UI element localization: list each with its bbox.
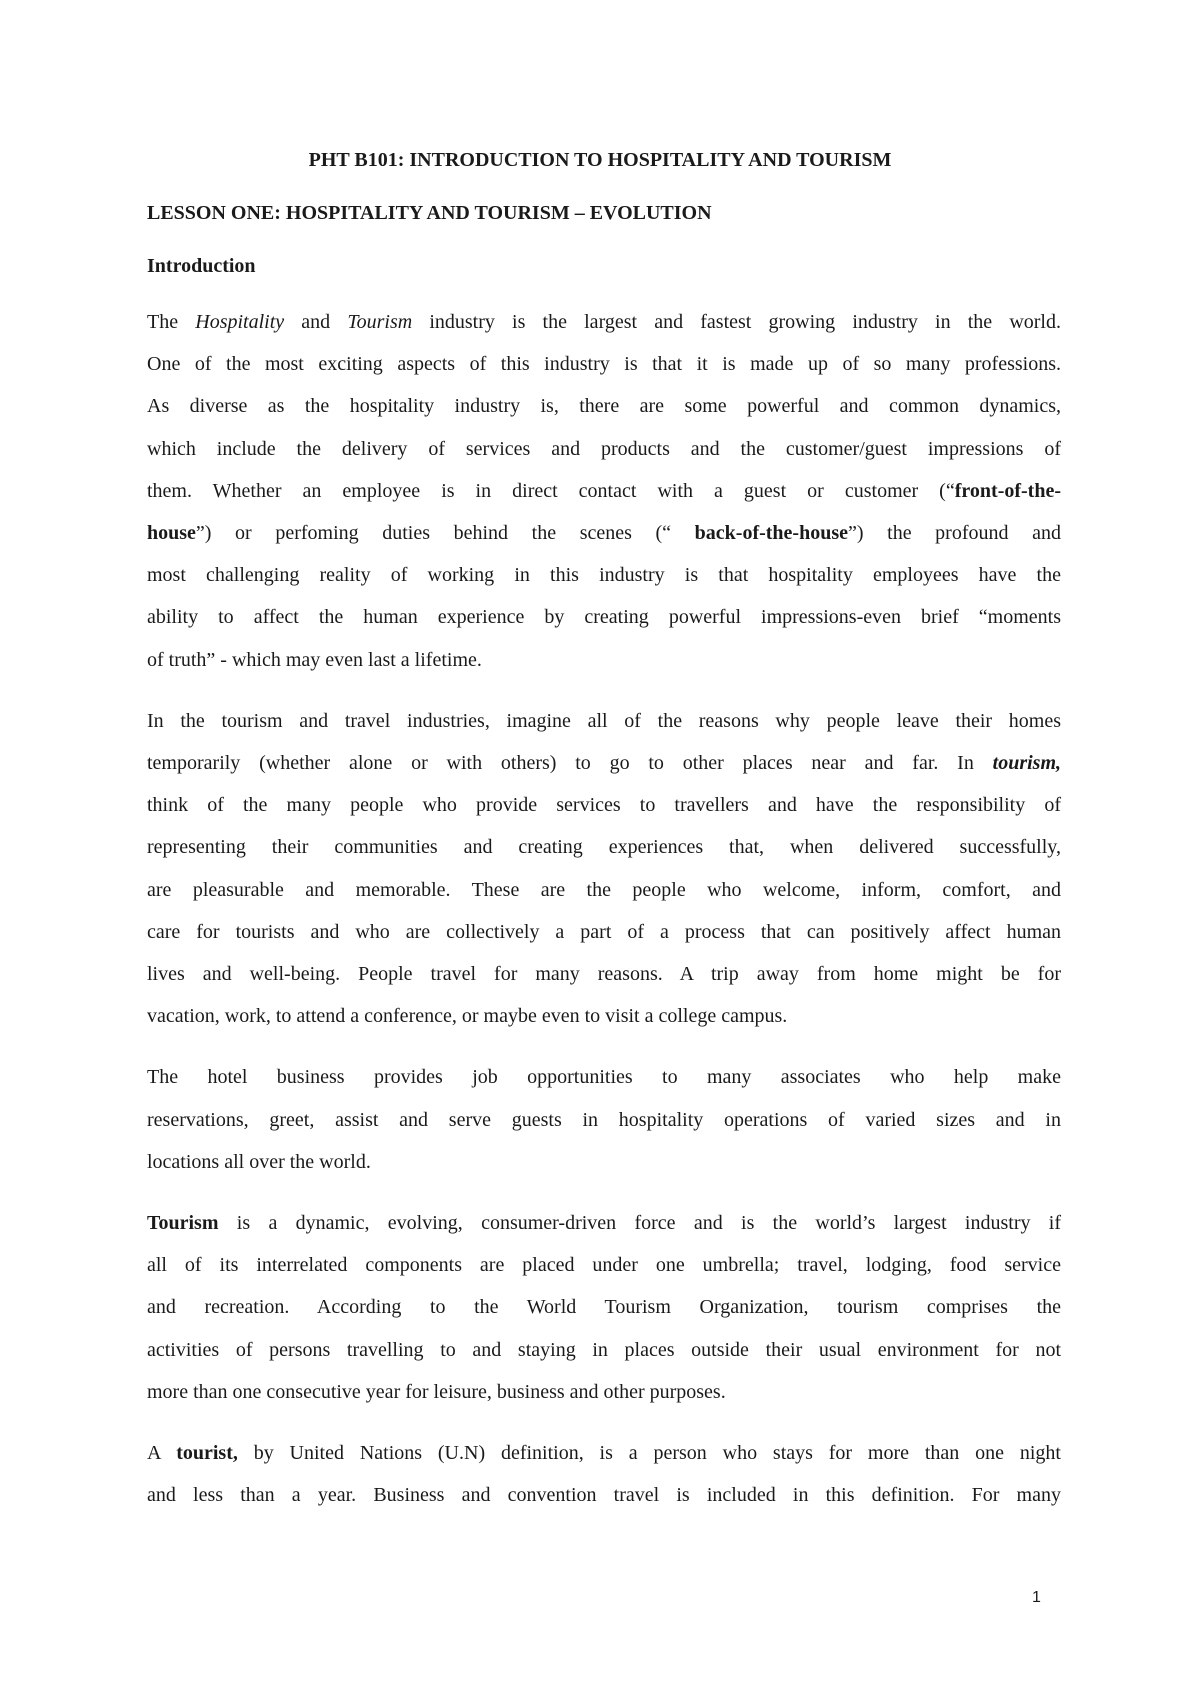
text-line: ability to affect the human experience by creating powerful impressions-even brief “moments	[147, 606, 1061, 629]
text-line: care for tourists and who are collectively a part of a process that can positively affect human	[147, 920, 1061, 943]
text-line: most challenging reality of working in this industry is that hospitality employees have the	[147, 564, 1061, 587]
text-line: In the tourism and travel industries, imagine all of the reasons why people leave their homes	[147, 709, 1061, 732]
text-line: them. Whether an employee is in direct contact with a guest or customer (“front-of-the-	[147, 479, 1061, 502]
page-number: 1	[1032, 1589, 1041, 1606]
text-line: and recreation. According to the World Tourism Organization, tourism comprises the	[147, 1296, 1061, 1319]
text-line: reservations, greet, assist and serve guests in hospitality operations of varied sizes and in	[147, 1108, 1061, 1131]
italic-term: Hospitality	[195, 311, 285, 333]
paragraph-4	[147, 1202, 1061, 1413]
paragraph-3	[147, 1056, 1061, 1183]
text-line: more than one consecutive year for leisure, business and other purposes.	[147, 1380, 726, 1403]
bold-term: tourist,	[176, 1442, 238, 1465]
bold-term: house	[147, 522, 196, 545]
text-line: The Hospitality and Tourism industry is the largest and fastest growing industry in the world.	[147, 311, 1061, 333]
section-heading: Introduction	[147, 255, 256, 277]
text-line: are pleasurable and memorable. These are the people who welcome, inform, comfort, and	[147, 878, 1061, 901]
text-line: vacation, work, to attend a conference, or maybe even to visit a college campus.	[147, 1005, 788, 1028]
italic-term: Tourism	[347, 311, 413, 333]
bold-italic-term: tourism,	[992, 752, 1061, 775]
lesson-heading: LESSON ONE: HOSPITALITY AND TOURISM – EVOLUTION	[147, 202, 712, 224]
text-line: house”) or perfoming duties behind the scenes (“ back-of-the-house”) the profound and	[147, 522, 1061, 545]
body-text	[147, 301, 1061, 1535]
text-line: As diverse as the hospitality industry is, there are some powerful and common dynamics,	[147, 395, 1061, 418]
text-line: A tourist, by United Nations (U.N) definition, is a person who stays for more than one night	[147, 1442, 1061, 1465]
text-line: activities of persons travelling to and staying in places outside their usual environment for not	[147, 1338, 1061, 1361]
document-title: PHT B101: INTRODUCTION TO HOSPITALITY AND TOURISM	[308, 149, 892, 171]
text-line: One of the most exciting aspects of this industry is that it is made up of so many professions.	[147, 353, 1061, 376]
text-line: Tourism is a dynamic, evolving, consumer-driven force and is the world’s largest industry if	[147, 1212, 1061, 1235]
bold-term: Tourism	[147, 1212, 219, 1235]
text-line: representing their communities and creating experiences that, when delivered successfully,	[147, 836, 1061, 859]
text-line: lives and well-being. People travel for many reasons. A trip away from home might be for	[147, 963, 1061, 986]
text-line: locations all over the world.	[147, 1150, 371, 1173]
text-line: and less than a year. Business and convention travel is included in this definition. For many	[147, 1484, 1061, 1507]
text-line: temporarily (whether alone or with others) to go to other places near and far. In tourism,	[147, 752, 1061, 775]
text-line: The hotel business provides job opportunities to many associates who help make	[147, 1066, 1061, 1089]
bold-term: front-of-the-	[954, 479, 1061, 502]
text-line: of truth” - which may even last a lifetime.	[147, 648, 482, 671]
paragraph-5	[147, 1432, 1061, 1516]
text-line: which include the delivery of services and products and the customer/guest impressions of	[147, 437, 1061, 460]
paragraph-2	[147, 700, 1061, 1038]
paragraph-1	[147, 301, 1061, 681]
text-line: all of its interrelated components are placed under one umbrella; travel, lodging, food service	[147, 1254, 1061, 1277]
bold-term: back-of-the-house	[694, 522, 848, 545]
text-line: think of the many people who provide services to travellers and have the responsibility of	[147, 794, 1061, 817]
